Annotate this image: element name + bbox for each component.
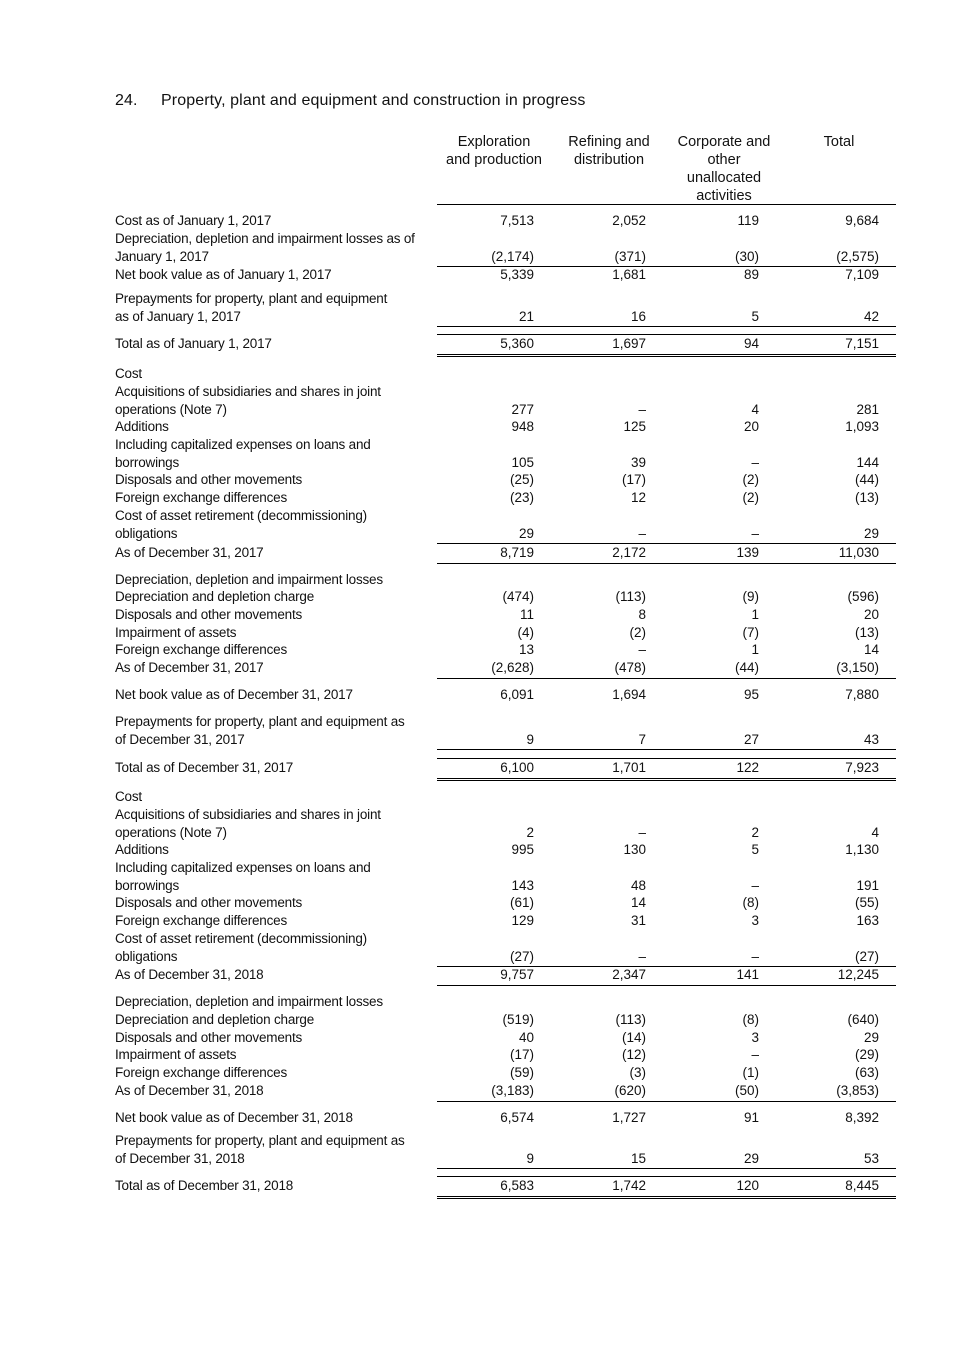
row-label: Cost: [115, 789, 142, 804]
cell-exploration: 995: [511, 841, 534, 857]
cell-total: 191: [856, 877, 879, 893]
cell-total: 9,684: [845, 212, 879, 228]
cell-refining: (3): [629, 1064, 646, 1080]
cell-corporate: 27: [743, 731, 759, 747]
cell-total: (55): [854, 894, 879, 910]
cell-total: (63): [854, 1064, 879, 1080]
cell-exploration: (4): [517, 624, 534, 640]
cell-refining: –: [638, 948, 646, 964]
cell-total: 1,093: [845, 418, 879, 434]
row-label: Cost: [115, 366, 142, 381]
total-double-rule: [437, 778, 896, 781]
row-label: Acquisitions of subsidiaries and shares in joint operations (Note 7): [115, 384, 381, 417]
cell-corporate: (1): [742, 1064, 759, 1080]
table-row: [115, 212, 896, 230]
cell-exploration: (59): [509, 1064, 534, 1080]
section-number: 24.: [115, 92, 138, 109]
table-row: [115, 686, 896, 704]
cell-refining: 130: [623, 841, 646, 857]
subtotal-rule: [437, 678, 896, 679]
table-row: [115, 606, 896, 624]
cell-exploration: (519): [502, 1011, 534, 1027]
cell-refining: –: [638, 824, 646, 840]
cell-exploration: 6,574: [500, 1109, 534, 1125]
cell-refining: (113): [615, 1011, 646, 1027]
cell-exploration: (25): [509, 471, 534, 487]
cell-exploration: 9: [526, 1150, 534, 1166]
subtotal-rule: [437, 749, 896, 750]
table-row: [115, 713, 896, 748]
cell-exploration: 13: [518, 641, 534, 657]
cell-total: 7,923: [845, 759, 879, 775]
cell-corporate: (30): [734, 248, 759, 264]
table-row: [115, 912, 896, 930]
cell-total: 8,392: [845, 1109, 879, 1125]
row-label: Foreign exchange differences: [115, 642, 288, 657]
cell-exploration: 143: [511, 877, 534, 893]
table-row: [115, 544, 896, 562]
row-label: Disposals and other movements: [115, 895, 303, 910]
row-label: Including capitalized expenses on loans and borrowings: [115, 860, 371, 893]
cell-corporate: 20: [743, 418, 759, 434]
table-row: [115, 1177, 896, 1195]
table-row: [115, 624, 896, 642]
table-row: [115, 588, 896, 606]
table-row: [115, 489, 896, 507]
cell-corporate: 91: [743, 1109, 759, 1125]
cell-exploration: (17): [509, 1046, 534, 1062]
row-label: Total as of December 31, 2017: [115, 760, 294, 775]
cell-total: 29: [863, 525, 879, 541]
cell-exploration: 9: [526, 731, 534, 747]
cell-corporate: 89: [743, 266, 759, 282]
row-label: Foreign exchange differences: [115, 490, 288, 505]
total-double-rule: [437, 1196, 896, 1199]
row-label: Additions: [115, 842, 169, 857]
table-row: [115, 436, 896, 471]
cell-corporate: (44): [734, 659, 759, 675]
cell-corporate: 3: [751, 1029, 759, 1045]
cell-total: 1,130: [845, 841, 879, 857]
row-label: Net book value as of December 31, 2018: [115, 1110, 353, 1125]
cell-corporate: –: [751, 948, 759, 964]
cell-exploration: 21: [518, 308, 534, 324]
cell-corporate: 1: [751, 606, 759, 622]
row-label: As of December 31, 2018: [115, 1083, 264, 1098]
cell-total: 20: [863, 606, 879, 622]
cell-total: 42: [863, 308, 879, 324]
subtotal-rule: [437, 543, 896, 544]
table-row: [115, 1132, 896, 1167]
cell-exploration: 29: [518, 525, 534, 541]
row-label: Disposals and other movements: [115, 1030, 303, 1045]
cell-exploration: 7,513: [500, 212, 534, 228]
cell-corporate: (8): [742, 1011, 759, 1027]
column-header-refining: Refining and distribution: [568, 134, 650, 168]
cell-corporate: (2): [742, 489, 759, 505]
cell-total: (27): [854, 948, 879, 964]
row-label: Total as of December 31, 2018: [115, 1178, 294, 1193]
total-top-rule: [437, 1176, 896, 1177]
subtotal-rule: [437, 966, 896, 967]
cell-refining: (620): [614, 1082, 646, 1098]
cell-corporate: –: [751, 1046, 759, 1062]
cell-corporate: –: [751, 525, 759, 541]
table-row: [115, 230, 896, 265]
cell-corporate: 4: [751, 401, 759, 417]
cell-exploration: (27): [509, 948, 534, 964]
header-rule: [437, 204, 896, 205]
cell-corporate: 5: [751, 841, 759, 857]
table-row: [115, 966, 896, 984]
column-header-total: Total: [823, 134, 855, 150]
table-row: [115, 930, 896, 965]
cell-total: (13): [854, 624, 879, 640]
cell-exploration: 129: [511, 912, 534, 928]
cell-corporate: (7): [742, 624, 759, 640]
cell-refining: (478): [614, 659, 646, 675]
table-row: [115, 335, 896, 353]
cell-refining: 15: [630, 1150, 646, 1166]
row-label: Net book value as of January 1, 2017: [115, 267, 332, 282]
cell-exploration: 6,100: [500, 759, 534, 775]
table-row: [115, 841, 896, 859]
table-row: [115, 1082, 896, 1100]
row-label: Impairment of assets: [115, 625, 237, 640]
cell-refining: 16: [630, 308, 646, 324]
row-label: As of December 31, 2018: [115, 967, 264, 982]
cell-total: (3,150): [836, 659, 879, 675]
cell-refining: (113): [615, 588, 646, 604]
cell-refining: 1,701: [612, 759, 646, 775]
cell-refining: 1,681: [612, 266, 646, 282]
row-label: Disposals and other movements: [115, 607, 303, 622]
cell-corporate: 94: [743, 335, 759, 351]
cell-refining: (14): [621, 1029, 646, 1045]
total-double-rule: [437, 354, 896, 357]
cell-exploration: 9,757: [500, 966, 534, 982]
cell-refining: 14: [630, 894, 646, 910]
row-label: As of December 31, 2017: [115, 660, 264, 675]
cell-corporate: 29: [743, 1150, 759, 1166]
cell-corporate: 119: [737, 212, 759, 228]
cell-corporate: 141: [736, 966, 759, 982]
cell-total: 12,245: [837, 966, 879, 982]
table-row: [115, 788, 896, 806]
section-title-text: Property, plant and equipment and construction in progress: [161, 92, 586, 109]
subtotal-rule: [437, 1101, 896, 1102]
cell-total: 7,880: [845, 686, 879, 702]
table-row: [115, 365, 896, 383]
cell-corporate: 2: [751, 824, 759, 840]
row-label: Cost of asset retirement (decommissioning) obligations: [115, 931, 367, 964]
table-row: [115, 894, 896, 912]
cell-exploration: (2,174): [491, 248, 534, 264]
table-row: [115, 571, 896, 589]
table-row: [115, 1046, 896, 1064]
section-title: [115, 92, 585, 110]
cell-exploration: (61): [509, 894, 534, 910]
row-label: Acquisitions of subsidiaries and shares in joint operations (Note 7): [115, 807, 381, 840]
cell-total: 11,030: [838, 544, 879, 560]
row-label: Cost as of January 1, 2017: [115, 213, 272, 228]
cell-exploration: 105: [511, 454, 534, 470]
cell-exploration: 6,583: [500, 1177, 534, 1193]
cell-total: (2,575): [836, 248, 879, 264]
cell-total: (29): [854, 1046, 879, 1062]
cell-refining: –: [638, 641, 646, 657]
row-label: Foreign exchange differences: [115, 913, 288, 928]
row-label: Disposals and other movements: [115, 472, 303, 487]
row-label: Including capitalized expenses on loans and borrowings: [115, 437, 371, 470]
cell-corporate: 122: [736, 759, 759, 775]
cell-exploration: (474): [502, 588, 534, 604]
cell-corporate: 120: [736, 1177, 759, 1193]
cell-corporate: 1: [751, 641, 759, 657]
cell-exploration: 277: [511, 401, 534, 417]
row-label: Prepayments for property, plant and equipment as of December 31, 2017: [115, 714, 405, 747]
row-label: Prepayments for property, plant and equipment as of January 1, 2017: [115, 291, 388, 324]
row-label: Depreciation, depletion and impairment losses as of January 1, 2017: [115, 231, 415, 264]
row-label: Prepayments for property, plant and equipment as of December 31, 2018: [115, 1133, 405, 1166]
cell-refining: 2,052: [612, 212, 646, 228]
cell-total: 8,445: [845, 1177, 879, 1193]
table-row: [115, 1109, 896, 1127]
row-label: Total as of January 1, 2017: [115, 336, 272, 351]
cell-refining: (12): [621, 1046, 646, 1062]
table-row: [115, 1011, 896, 1029]
table-row: [115, 507, 896, 542]
cell-total: (44): [854, 471, 879, 487]
table-row: [115, 759, 896, 777]
cell-exploration: (23): [509, 489, 534, 505]
row-label: As of December 31, 2017: [115, 545, 264, 560]
cell-refining: 1,742: [612, 1177, 646, 1193]
cell-total: (596): [847, 588, 879, 604]
table-row: [115, 659, 896, 677]
row-label: Foreign exchange differences: [115, 1065, 288, 1080]
table-row: [115, 290, 896, 325]
cell-exploration: 40: [518, 1029, 534, 1045]
cell-corporate: –: [751, 454, 759, 470]
table-row: [115, 859, 896, 894]
cell-refining: 8: [638, 606, 646, 622]
table-row: [115, 1029, 896, 1047]
column-header-exploration: Exploration and production: [446, 134, 542, 168]
row-label: Additions: [115, 419, 169, 434]
row-label: Depreciation, depletion and impairment losses: [115, 572, 383, 587]
row-label: Depreciation and depletion charge: [115, 1012, 315, 1027]
cell-exploration: 8,719: [500, 544, 534, 560]
cell-exploration: 6,091: [500, 686, 534, 702]
cell-exploration: 948: [511, 418, 534, 434]
cell-corporate: (50): [734, 1082, 759, 1098]
cell-refining: (371): [614, 248, 646, 264]
cell-refining: 2,172: [612, 544, 646, 560]
cell-exploration: 2: [526, 824, 534, 840]
cell-total: 144: [856, 454, 879, 470]
cell-corporate: 95: [743, 686, 759, 702]
cell-refining: 12: [630, 489, 646, 505]
table-row: [115, 993, 896, 1011]
cell-exploration: (3,183): [491, 1082, 534, 1098]
cell-corporate: 3: [751, 912, 759, 928]
cell-refining: 125: [623, 418, 646, 434]
cell-refining: (17): [621, 471, 646, 487]
cell-corporate: (9): [742, 588, 759, 604]
cell-corporate: 139: [736, 544, 759, 560]
cell-refining: 48: [630, 877, 646, 893]
cell-total: 7,151: [845, 335, 879, 351]
total-top-rule: [437, 334, 896, 335]
cell-total: 29: [863, 1029, 879, 1045]
cell-total: 43: [863, 731, 879, 747]
subtotal-rule: [437, 1168, 896, 1169]
subtotal-rule: [437, 326, 896, 327]
cell-refining: 39: [630, 454, 646, 470]
cell-refining: 31: [630, 912, 646, 928]
cell-refining: –: [638, 401, 646, 417]
cell-corporate: –: [751, 877, 759, 893]
cell-exploration: 5,360: [500, 335, 534, 351]
cell-total: 14: [863, 641, 879, 657]
table-row: [115, 1064, 896, 1082]
cell-total: (640): [847, 1011, 879, 1027]
cell-corporate: (2): [742, 471, 759, 487]
table-row: [115, 266, 896, 284]
cell-total: (13): [854, 489, 879, 505]
cell-refining: 1,697: [612, 335, 646, 351]
cell-total: 7,109: [845, 266, 879, 282]
cell-exploration: (2,628): [491, 659, 534, 675]
subtotal-rule: [437, 985, 896, 986]
column-header-corporate: Corporate and other unallocated activities: [677, 134, 771, 204]
cell-exploration: 11: [519, 606, 534, 622]
cell-refining: 1,727: [612, 1109, 646, 1125]
table-row: [115, 471, 896, 489]
row-label: Impairment of assets: [115, 1047, 237, 1062]
row-label: Depreciation and depletion charge: [115, 589, 315, 604]
cell-refining: (2): [629, 624, 646, 640]
cell-total: 163: [856, 912, 879, 928]
subtotal-rule: [437, 266, 896, 267]
cell-refining: 2,347: [612, 966, 646, 982]
cell-corporate: 5: [751, 308, 759, 324]
table-row: [115, 641, 896, 659]
cell-exploration: 5,339: [500, 266, 534, 282]
row-label: Cost of asset retirement (decommissioning) obligations: [115, 508, 367, 541]
cell-total: 53: [863, 1150, 879, 1166]
cell-total: (3,853): [836, 1082, 879, 1098]
cell-refining: –: [638, 525, 646, 541]
cell-refining: 1,694: [612, 686, 646, 702]
cell-corporate: (8): [742, 894, 759, 910]
row-label: Depreciation, depletion and impairment losses: [115, 994, 383, 1009]
cell-total: 281: [856, 401, 879, 417]
row-label: Net book value as of December 31, 2017: [115, 687, 353, 702]
table-row: [115, 806, 896, 841]
cell-refining: 7: [638, 731, 646, 747]
table-row: [115, 418, 896, 436]
table-row: [115, 383, 896, 418]
cell-total: 4: [871, 824, 879, 840]
subtotal-rule: [437, 563, 896, 564]
total-top-rule: [437, 758, 896, 759]
